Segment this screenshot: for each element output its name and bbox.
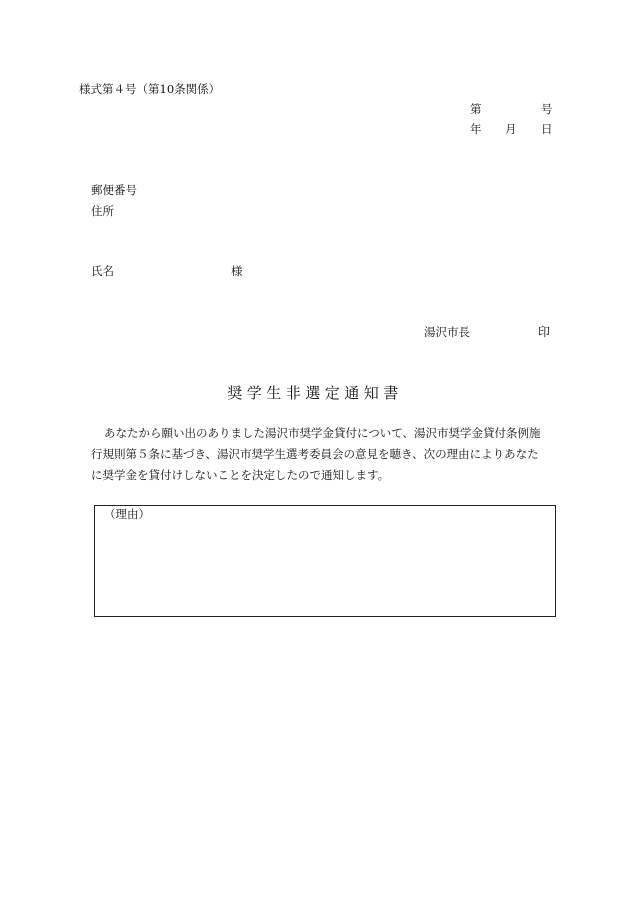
seal-mark: 印 [538, 325, 550, 339]
body-text-line: あなたから願い出のありました湯沢市奨学金貸付について、湯沢市奨学金貸付条例施 [104, 426, 541, 440]
postal-code-label: 郵便番号 [91, 183, 137, 197]
reason-label: （理由） [104, 507, 150, 521]
body-text-line: 行規則第５条に基づき、湯沢市奨学生選考委員会の意見を聴き、次の理由によりあなた [91, 447, 539, 461]
document-number-prefix: 第 [470, 102, 482, 116]
sender-title: 湯沢市長 [424, 325, 470, 339]
body-text-line: に奨学金を貸付けしないことを決定したので通知します。 [91, 468, 390, 482]
document-number-suffix: 号 [541, 102, 553, 116]
name-label: 氏名 [91, 264, 114, 278]
name-honorific: 様 [231, 264, 243, 278]
address-label: 住所 [91, 204, 114, 218]
date-year-label: 年 [470, 122, 482, 136]
date-day-label: 日 [541, 122, 553, 136]
document-title: 奨学生非選定通知書 [227, 384, 403, 402]
form-number: 様式第４号（第10条関係） [79, 82, 221, 96]
date-month-label: 月 [505, 122, 517, 136]
reason-box[interactable] [94, 505, 556, 617]
